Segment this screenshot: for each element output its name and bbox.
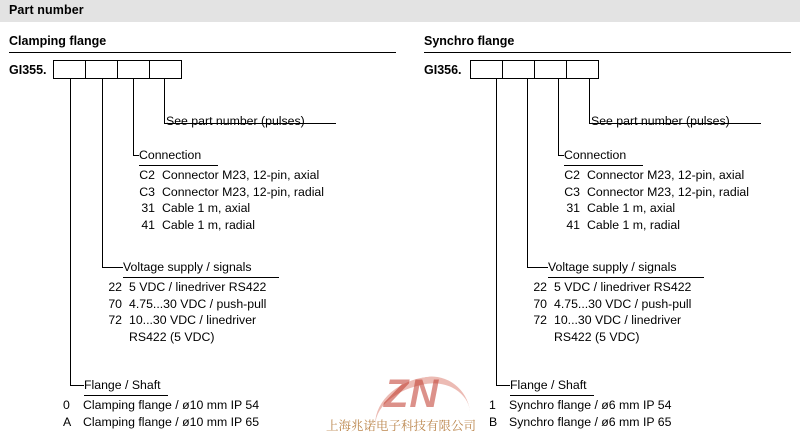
connection-list-left bbox=[133, 167, 324, 233]
column-rule-right bbox=[424, 52, 791, 53]
leader-vertical-right-connection bbox=[558, 79, 559, 155]
connection-row-right-1: C2 Connector M23, 12-pin, axial bbox=[564, 168, 745, 182]
voltage-row-left-3-cont: RS422 (5 VDC) bbox=[129, 329, 215, 344]
voltage-heading-left: Voltage supply / signals bbox=[123, 260, 252, 274]
connection-row-left-2: C3 Connector M23, 12-pin, radial bbox=[139, 184, 324, 199]
voltage-row-left-2: 70 4.75...30 VDC / push-pull bbox=[108, 296, 267, 311]
code-prefix-left: GI355. bbox=[9, 63, 47, 77]
code-box-right-2[interactable] bbox=[502, 60, 535, 79]
connection-row-right-2: C3 Connector M23, 12-pin, radial bbox=[564, 184, 749, 199]
column-heading-clamping-flange: Clamping flange bbox=[9, 34, 107, 48]
voltage-row-left-1: 22 5 VDC / linedriver RS422 bbox=[108, 280, 267, 294]
connection-underline-right bbox=[564, 165, 643, 166]
code-box-left-3[interactable] bbox=[117, 60, 150, 79]
voltage-list-right bbox=[525, 279, 691, 345]
code-box-right-4[interactable] bbox=[566, 60, 599, 79]
page-title: Part number bbox=[9, 3, 84, 17]
voltage-heading-right: Voltage supply / signals bbox=[548, 260, 677, 274]
connection-row-left-1: C2 Connector M23, 12-pin, axial bbox=[139, 168, 320, 182]
connection-underline-left bbox=[139, 165, 218, 166]
watermark-text: 上海兆诺电子科技有限公司 bbox=[326, 419, 477, 433]
code-box-left-2[interactable] bbox=[85, 60, 118, 79]
leader-horizontal-right-flange bbox=[496, 385, 510, 386]
connection-row-left-3: 31 Cable 1 m, axial bbox=[141, 201, 251, 215]
flange-underline-right bbox=[510, 395, 594, 396]
flange-heading-right: Flange / Shaft bbox=[510, 378, 587, 392]
leader-horizontal-right-voltage bbox=[527, 267, 548, 268]
voltage-row-right-3-cont: RS422 (5 VDC) bbox=[554, 329, 640, 344]
connection-row-left-4: 41 Cable 1 m, radial bbox=[141, 217, 255, 232]
voltage-underline-left bbox=[123, 277, 279, 278]
connection-row-right-4: 41 Cable 1 m, radial bbox=[566, 217, 680, 232]
code-box-right-1[interactable] bbox=[470, 60, 503, 79]
connection-row-right-3: 31 Cable 1 m, axial bbox=[566, 201, 676, 215]
connection-heading-left: Connection bbox=[139, 148, 202, 162]
connection-list-right bbox=[558, 167, 749, 233]
voltage-row-right-3: 72 10...30 VDC / linedriver bbox=[533, 313, 682, 327]
leader-vertical-left-voltage bbox=[102, 79, 103, 267]
column-rule-left bbox=[9, 52, 396, 53]
flange-list-left bbox=[63, 397, 259, 430]
leader-vertical-left-flange bbox=[70, 79, 71, 385]
leader-horizontal-left-voltage bbox=[102, 267, 123, 268]
code-boxes-right[interactable] bbox=[470, 60, 599, 79]
flange-heading-left: Flange / Shaft bbox=[84, 378, 161, 392]
code-box-left-1[interactable] bbox=[53, 60, 86, 79]
leader-vertical-right-flange bbox=[496, 79, 497, 385]
code-prefix-right: GI356. bbox=[424, 63, 462, 77]
code-box-right-3[interactable] bbox=[534, 60, 567, 79]
voltage-row-right-2: 70 4.75...30 VDC / push-pull bbox=[533, 296, 692, 311]
pulses-label-left: See part number (pulses) bbox=[166, 114, 305, 128]
watermark-swoosh-icon bbox=[369, 372, 470, 429]
code-box-left-4[interactable] bbox=[149, 60, 182, 79]
flange-row-right-1: 1 Synchro flange / ø6 mm IP 54 bbox=[489, 398, 672, 412]
watermark-logo-icon: ZN bbox=[384, 372, 440, 416]
flange-row-left-1: 0 Clamping flange / ø10 mm IP 54 bbox=[63, 398, 260, 412]
connection-heading-right: Connection bbox=[564, 148, 627, 162]
column-heading-synchro-flange: Synchro flange bbox=[424, 34, 515, 48]
leader-horizontal-left-flange bbox=[70, 385, 84, 386]
leader-vertical-right-pulses bbox=[589, 79, 590, 123]
voltage-underline-right bbox=[548, 277, 704, 278]
voltage-row-left-3: 72 10...30 VDC / linedriver bbox=[108, 313, 257, 327]
leader-vertical-left-connection bbox=[133, 79, 134, 155]
leader-vertical-right-voltage bbox=[527, 79, 528, 267]
voltage-list-left bbox=[100, 279, 266, 345]
voltage-row-right-1: 22 5 VDC / linedriver RS422 bbox=[533, 280, 692, 294]
flange-row-right-2: B Synchro flange / ø6 mm IP 65 bbox=[489, 414, 672, 429]
flange-list-right bbox=[489, 397, 671, 430]
flange-underline-left bbox=[84, 395, 168, 396]
leader-vertical-left-pulses bbox=[164, 79, 165, 123]
flange-row-left-2: A Clamping flange / ø10 mm IP 65 bbox=[63, 414, 260, 429]
page-header-bar bbox=[0, 0, 800, 22]
pulses-label-right: See part number (pulses) bbox=[591, 114, 730, 128]
code-boxes-left[interactable] bbox=[53, 60, 182, 79]
